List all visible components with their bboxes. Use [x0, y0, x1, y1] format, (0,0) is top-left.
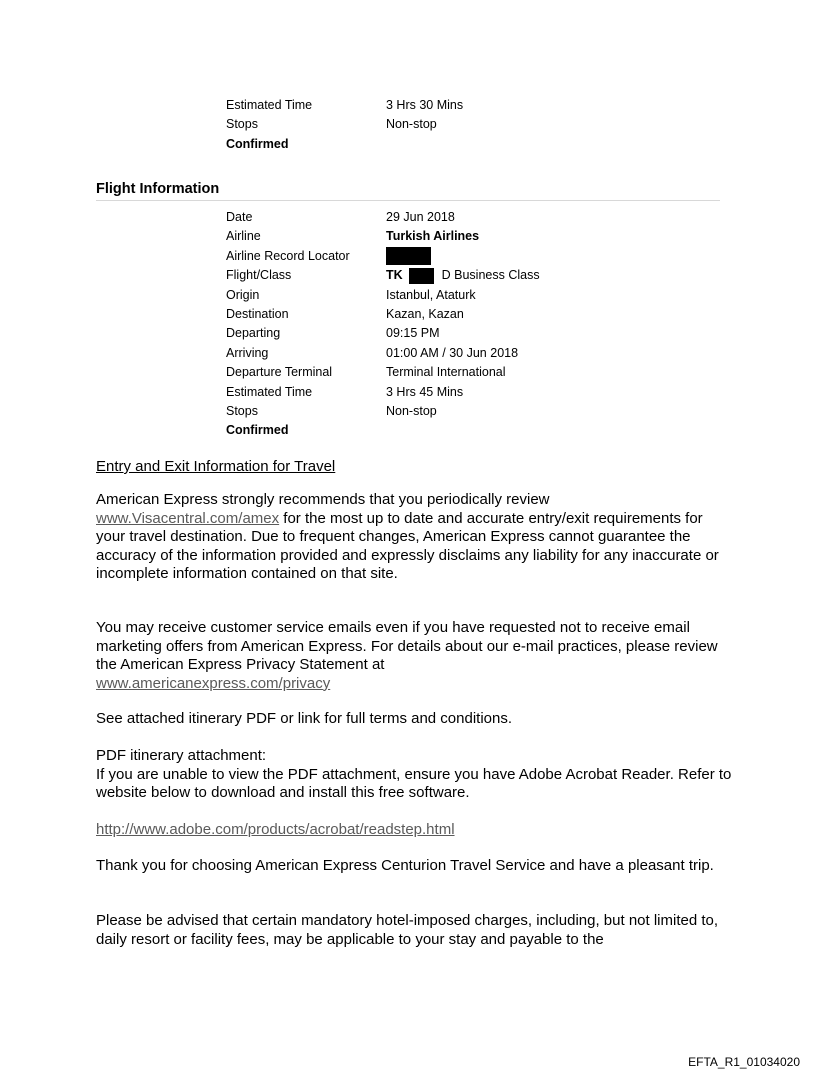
entry-exit-heading-text: Entry and Exit Information for Travel [96, 458, 336, 475]
airline-value: Turkish Airlines [386, 229, 480, 244]
entry-exit-paragraph [96, 491, 736, 584]
detail-row [226, 115, 463, 134]
section-title: Flight Information [96, 181, 220, 197]
detail-row-origin [226, 286, 540, 305]
detail-row-departing [226, 324, 540, 343]
detail-row-arriving [226, 344, 540, 363]
flight-prefix: TK [386, 268, 403, 283]
departing-value: 09:15 PM [386, 326, 440, 341]
flight-class-value: D Business Class [441, 268, 540, 283]
estimated-time-label: Estimated Time [226, 384, 313, 399]
hotel-notice-text: Please be advised that certain mandatory hotel-imposed charges, including, but not limited to, daily resort or facility fees, may be applicable to your stay and payable to the [96, 912, 719, 948]
departing-label: Departing [226, 326, 281, 341]
detail-row-date [226, 208, 540, 227]
visacentral-link[interactable]: www.Visacentral.com/amex [96, 509, 280, 527]
entry-exit-heading [96, 458, 736, 477]
detail-row-destination [226, 305, 540, 324]
stops-label: Stops [226, 403, 258, 418]
privacy-link[interactable]: www.americanexpress.com/privacy [96, 674, 331, 692]
terminal-label: Departure Terminal [226, 365, 333, 380]
detail-label: Estimated Time [226, 98, 313, 112]
detail-row-record-locator [226, 247, 540, 266]
detail-row-estimated-time [226, 383, 540, 402]
detail-row-flight-class [226, 266, 540, 285]
attached-text: See attached itinerary PDF or link for full terms and conditions. [96, 710, 513, 727]
section-divider [96, 200, 720, 201]
origin-value: Istanbul, Ataturk [386, 287, 476, 302]
thanks-paragraph [96, 857, 736, 876]
status-row [226, 421, 540, 440]
pdf-paragraph [96, 747, 736, 803]
detail-row-airline [226, 227, 540, 246]
emails-text: You may receive customer service emails even if you have requested not to receive email marketing offers from American Express. For details about our e-mail practices, please review the American Express Privacy Statement at [96, 619, 718, 674]
destination-value: Kazan, Kazan [386, 306, 464, 321]
redaction-block [386, 247, 431, 265]
entry-exit-body: for the most up to date and accurate entry/exit requirements for your travel destination. Due to frequent changes, American Express cannot guarantee the accuracy of the information provided and expressly disclaims any liability for any inaccurate or incomplete information contained on that site. [96, 509, 719, 583]
emails-paragraph [96, 619, 736, 693]
document-id: EFTA_R1_01034020 [688, 1055, 800, 1069]
status-label: Confirmed [226, 136, 289, 151]
detail-row [226, 96, 463, 115]
record-locator-label: Airline Record Locator [226, 248, 350, 263]
status-row [226, 135, 463, 154]
thanks-text: Thank you for choosing American Express Centurion Travel Service and have a pleasant trip. [96, 857, 714, 874]
flight-details [226, 208, 540, 441]
detail-row-stops [226, 402, 540, 421]
date-value: 29 Jun 2018 [386, 210, 455, 224]
detail-value: 3 Hrs 30 Mins [386, 98, 464, 112]
estimated-time-value: 3 Hrs 45 Mins [386, 384, 464, 399]
adobe-link[interactable]: http://www.adobe.com/products/acrobat/readstep.html [96, 821, 455, 838]
airline-label: Airline [226, 229, 261, 244]
status-label: Confirmed [226, 423, 289, 438]
entry-exit-intro: American Express strongly recommends that you periodically review [96, 491, 550, 508]
hotel-notice-paragraph [96, 912, 736, 949]
terminal-value: Terminal International [386, 365, 506, 380]
pdf-line-2: If you are unable to view the PDF attachment, ensure you have Adobe Acrobat Reader. Refer to website below to download and install this free software. [96, 765, 732, 802]
adobe-link-paragraph [96, 821, 736, 840]
date-label: Date [226, 210, 253, 224]
pdf-line-1: PDF itinerary attachment: [96, 747, 267, 764]
destination-label: Destination [226, 306, 289, 321]
redaction-block [409, 268, 434, 284]
origin-label: Origin [226, 287, 260, 302]
detail-row-terminal [226, 363, 540, 382]
flight-class-label: Flight/Class [226, 268, 292, 283]
arriving-label: Arriving [226, 345, 269, 360]
previous-flight-details [226, 96, 463, 154]
arriving-value: 01:00 AM / 30 Jun 2018 [386, 345, 519, 360]
attached-paragraph [96, 710, 736, 729]
detail-value: Non-stop [386, 117, 437, 132]
stops-value: Non-stop [386, 403, 437, 418]
detail-label: Stops [226, 117, 258, 132]
